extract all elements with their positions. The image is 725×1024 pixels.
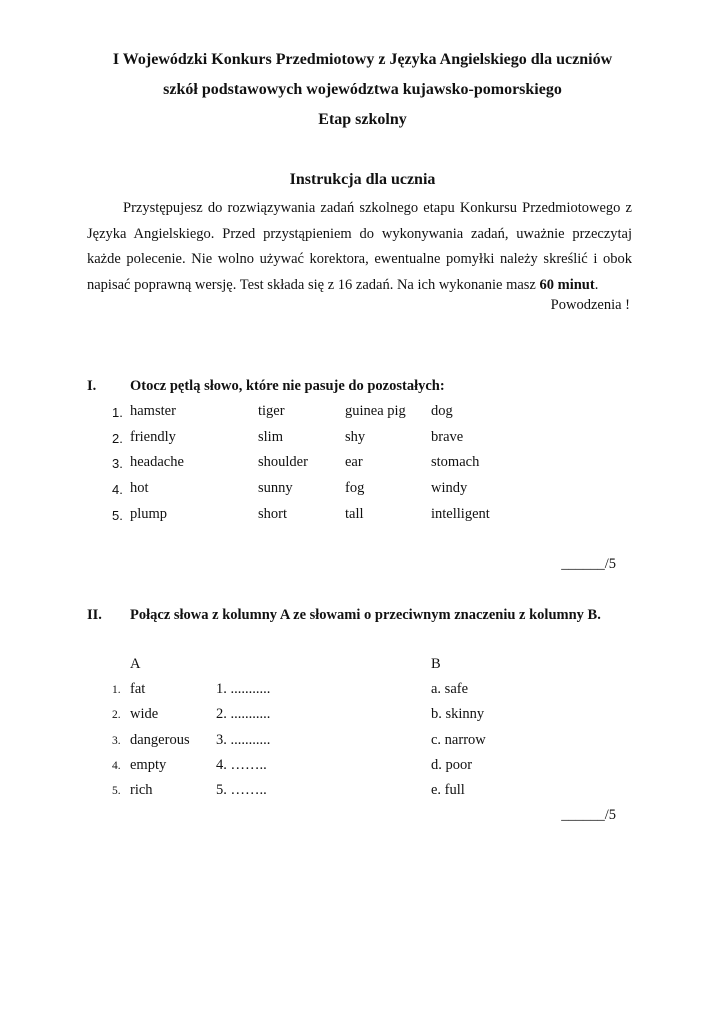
- word-a: dangerous: [130, 732, 190, 748]
- task2-instruction: Połącz słowa z kolumny A ze słowami o przeciwnym znaczeniu z kolumny B.: [130, 607, 601, 623]
- answer-field[interactable]: 1. ...........: [216, 681, 271, 697]
- word-b: a. safe: [431, 681, 469, 697]
- instructions-text: Przystępujesz do rozwiązywania zadań szkolnego etapu Konkursu Przedmiotowego z Języka Angielskiego. Przed przystąpieniem do wykonywania zadań, uważnie przeczytaj każde polecenie. Nie wolno używać korektora, ewentualne pomyłki należy skreślić i obok napisać poprawną wersję. Test składa się z 16 zadań. Na ich wykonanie masz: [87, 200, 632, 293]
- instructions-period: .: [594, 276, 599, 293]
- good-luck-text: Powodzenia !: [550, 297, 630, 313]
- word[interactable]: friendly: [130, 429, 176, 445]
- answer-field[interactable]: 2. ...........: [216, 706, 271, 722]
- row-number: 5.: [112, 785, 121, 797]
- word[interactable]: tiger: [258, 403, 285, 419]
- task2-score[interactable]: ______/5: [561, 807, 616, 823]
- answer-field[interactable]: 5. ……..: [216, 782, 267, 798]
- word[interactable]: hamster: [130, 403, 176, 419]
- word[interactable]: fog: [345, 480, 365, 496]
- contest-title-line1: I Wojewódzki Konkurs Przedmiotowy z Języka Angielskiego dla uczniów: [112, 51, 613, 68]
- task1-score[interactable]: ______/5: [561, 556, 616, 572]
- contest-title-line2: szkół podstawowych województwa kujawsko-pomorskiego: [163, 81, 562, 98]
- word-a: empty: [130, 757, 167, 773]
- row-number: 3.: [112, 456, 123, 471]
- row-number: 1.: [112, 684, 121, 696]
- word[interactable]: plump: [130, 506, 168, 522]
- row-number: 4.: [112, 760, 121, 772]
- time-limit: 60 minut: [539, 276, 595, 293]
- word[interactable]: short: [258, 506, 287, 522]
- row-number: 2.: [112, 431, 123, 446]
- word[interactable]: brave: [431, 429, 464, 445]
- word-a: wide: [130, 706, 159, 722]
- task2-number: II.: [87, 607, 102, 623]
- word[interactable]: ear: [345, 454, 363, 470]
- word-b: c. narrow: [431, 732, 486, 748]
- word[interactable]: stomach: [431, 454, 480, 470]
- column-a-header: A: [130, 656, 141, 672]
- word[interactable]: dog: [431, 403, 453, 419]
- task1-instruction: Otocz pętlą słowo, które nie pasuje do pozostałych:: [130, 378, 445, 394]
- task1-number: I.: [87, 378, 97, 394]
- word-b: d. poor: [431, 757, 473, 773]
- word[interactable]: windy: [431, 480, 468, 496]
- word[interactable]: intelligent: [431, 506, 490, 522]
- word-b: b. skinny: [431, 706, 485, 722]
- answer-field[interactable]: 4. ……..: [216, 757, 267, 773]
- answer-field[interactable]: 3. ...........: [216, 732, 271, 748]
- word[interactable]: headache: [130, 454, 184, 470]
- word[interactable]: slim: [258, 429, 283, 445]
- word[interactable]: shoulder: [258, 454, 308, 470]
- row-number: 1.: [112, 405, 123, 420]
- row-number: 3.: [112, 735, 121, 747]
- word-a: fat: [130, 681, 146, 697]
- row-number: 2.: [112, 709, 121, 721]
- word[interactable]: hot: [130, 480, 149, 496]
- column-b-header: B: [431, 656, 441, 672]
- instructions-paragraph: [87, 196, 632, 298]
- word[interactable]: sunny: [258, 480, 293, 496]
- instructions-title: Instrukcja dla ucznia: [289, 171, 436, 188]
- word-b: e. full: [431, 782, 465, 798]
- word-a: rich: [130, 782, 153, 798]
- word[interactable]: tall: [345, 506, 364, 522]
- row-number: 5.: [112, 508, 123, 523]
- stage-title: Etap szkolny: [318, 111, 407, 128]
- word[interactable]: shy: [345, 429, 366, 445]
- row-number: 4.: [112, 482, 123, 497]
- word[interactable]: guinea pig: [345, 403, 406, 419]
